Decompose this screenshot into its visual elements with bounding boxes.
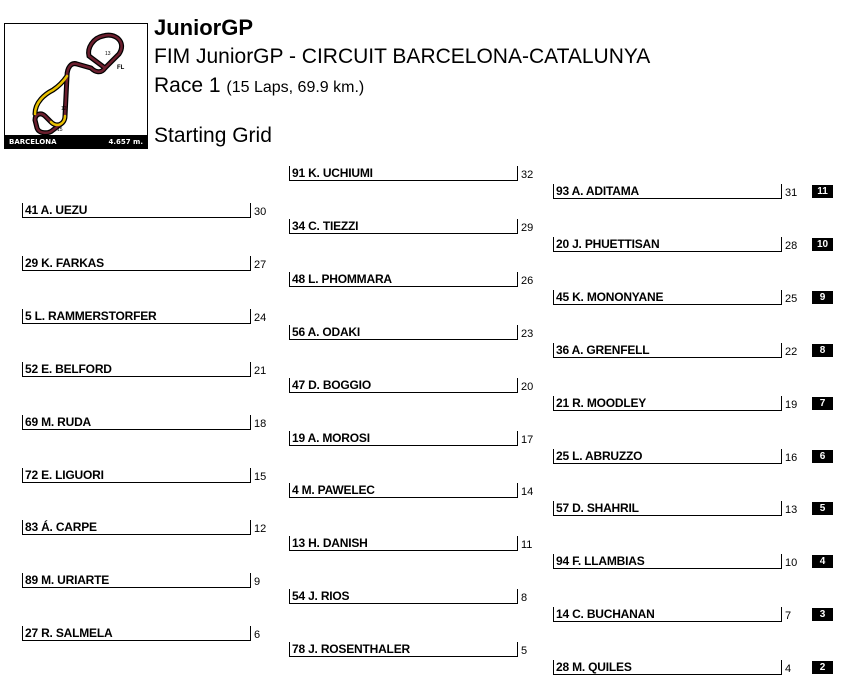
grid-position: 6 (254, 629, 261, 641)
rider-name: 27 R. SALMELA (25, 626, 113, 640)
rider-name: 83 Á. CARPE (25, 520, 97, 534)
event-title: FIM JuniorGP - CIRCUIT BARCELONA-CATALUNYA (154, 45, 651, 68)
rider-name: 69 M. RUDA (25, 415, 92, 429)
rider-name: 29 K. FARKAS (25, 256, 104, 270)
rider-name: 14 C. BUCHANAN (556, 607, 655, 621)
rider-name: 20 J. PHUETTISAN (556, 237, 660, 251)
track-length: 4.657 m. (108, 137, 143, 146)
rider-name: 19 A. MOROSI (292, 431, 370, 445)
race-title (154, 74, 364, 98)
rider-name: 21 R. MOODLEY (556, 396, 647, 410)
rider-name: 13 H. DANISH (292, 536, 368, 550)
race-label: Race 1 (154, 74, 221, 97)
grid-position: 32 (521, 169, 534, 181)
rider-name: 5 L. RAMMERSTORFER (25, 309, 157, 323)
track-marker-fl: FL (117, 65, 125, 71)
row-number-badge: 9 (812, 291, 833, 304)
grid-position: 21 (254, 365, 267, 377)
track-marker-15: 15 (57, 127, 63, 133)
rider-name: 47 D. BOGGIO (292, 378, 371, 392)
rider-name: 78 J. ROSENTHALER (292, 642, 410, 656)
grid-position: 30 (254, 206, 267, 218)
grid-position: 8 (521, 592, 528, 604)
row-number-badge: 6 (812, 450, 833, 463)
grid-position: 18 (254, 418, 267, 430)
row-number-badge: 5 (812, 502, 833, 515)
grid-position: 31 (785, 187, 798, 199)
rider-name: 93 A. ADITAMA (556, 184, 639, 198)
rider-name: 25 L. ABRUZZO (556, 449, 643, 463)
grid-position: 15 (254, 471, 267, 483)
grid-position: 25 (785, 293, 798, 305)
grid-position: 10 (785, 557, 798, 569)
row-number-badge: 3 (812, 608, 833, 621)
grid-position: 19 (785, 399, 798, 411)
grid-position: 29 (521, 222, 534, 234)
race-detail: (15 Laps, 69.9 km.) (226, 79, 365, 96)
row-number-badge: 2 (812, 661, 833, 674)
row-number-badge: 11 (812, 185, 833, 198)
grid-position: 9 (254, 576, 261, 588)
rider-name: 36 A. GRENFELL (556, 343, 650, 357)
rider-name: 89 M. URIARTE (25, 573, 110, 587)
rider-name: 54 J. RIOS (292, 589, 350, 603)
circuit-layout-icon (5, 24, 148, 137)
rider-name: 52 E. BELFORD (25, 362, 112, 376)
track-map (4, 23, 148, 149)
track-marker-13: 13 (105, 51, 111, 57)
track-name: BARCELONA (9, 137, 57, 146)
rider-name: 34 C. TIEZZI (292, 219, 359, 233)
row-number-badge: 10 (812, 238, 833, 251)
rider-name: 4 M. PAWELEC (292, 483, 375, 497)
grid-position: 17 (521, 434, 534, 446)
series-title: JuniorGP (154, 15, 254, 40)
rider-name: 57 D. SHAHRIL (556, 501, 639, 515)
grid-position: 16 (785, 452, 798, 464)
grid-position: 20 (521, 381, 534, 393)
rider-name: 28 M. QUILES (556, 660, 632, 674)
row-number-badge: 7 (812, 397, 833, 410)
grid-position: 11 (521, 539, 533, 551)
grid-position: 13 (785, 504, 798, 516)
rider-name: 72 E. LIGUORI (25, 468, 104, 482)
grid-position: 5 (521, 645, 528, 657)
rider-name: 56 A. ODAKI (292, 325, 361, 339)
grid-position: 12 (254, 523, 267, 535)
grid-position: 24 (254, 312, 267, 324)
grid-position: 28 (785, 240, 798, 252)
grid-title: Starting Grid (154, 124, 272, 147)
grid-position: 7 (785, 610, 792, 622)
grid-position: 23 (521, 328, 534, 340)
grid-position: 4 (785, 663, 792, 675)
row-number-badge: 4 (812, 555, 833, 568)
grid-position: 22 (785, 346, 798, 358)
grid-position: 27 (254, 259, 267, 271)
grid-position: 14 (521, 486, 534, 498)
grid-position: 26 (521, 275, 534, 287)
row-number-badge: 8 (812, 344, 833, 357)
rider-name: 45 K. MONONYANE (556, 290, 664, 304)
rider-name: 91 K. UCHIUMI (292, 166, 373, 180)
rider-name: 41 A. UEZU (25, 203, 88, 217)
rider-name: 94 F. LLAMBIAS (556, 554, 645, 568)
track-footer (5, 135, 147, 148)
track-marker-12: 12 (61, 106, 67, 112)
rider-name: 48 L. PHOMMARA (292, 272, 392, 286)
